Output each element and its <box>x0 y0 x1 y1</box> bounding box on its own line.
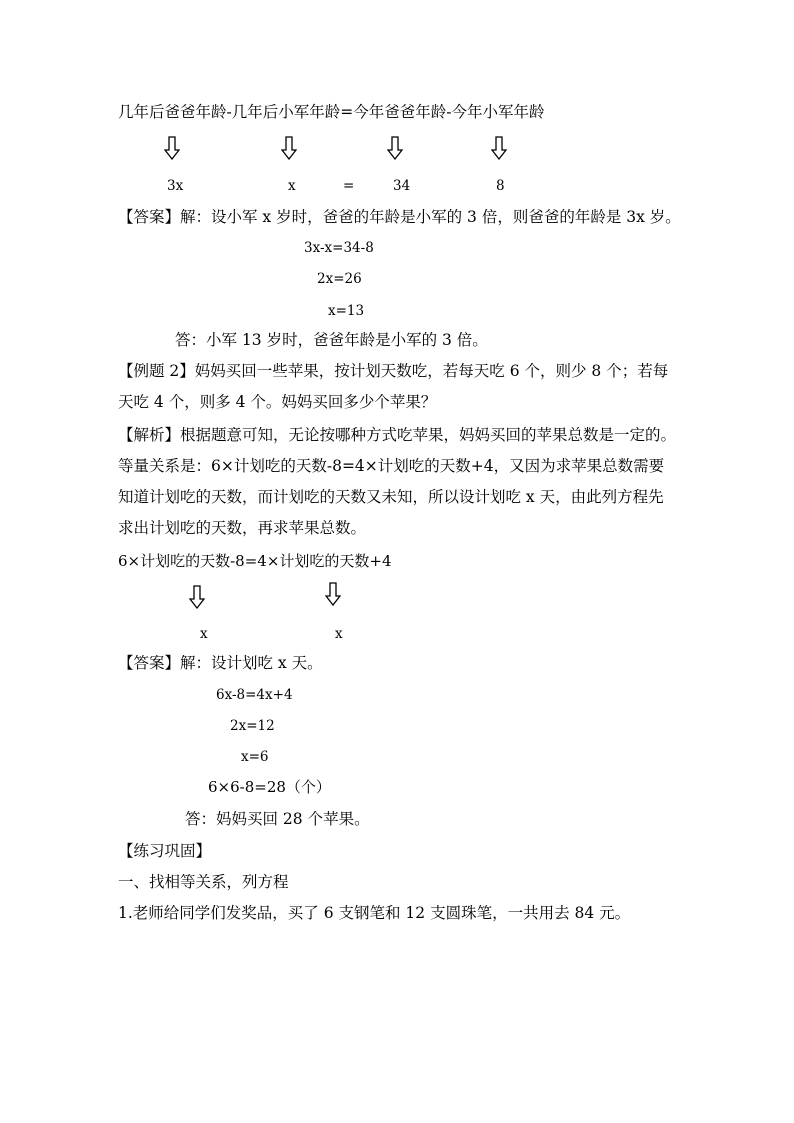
equals-sign: = <box>343 178 355 194</box>
conclusion-2: 答：妈妈买回 28 个苹果。 <box>185 810 370 828</box>
answer-intro-2: 【答案】解：设计划吃 x 天。 <box>118 654 323 672</box>
equation-step: 6×6-8=28（个） <box>208 778 331 796</box>
analysis-text: 等量关系是：6×计划吃的天数-8=4×计划吃的天数+4，又因为求苹果总数需要 <box>118 457 665 475</box>
mapped-term: x <box>288 178 296 194</box>
down-arrow-icon <box>164 136 180 160</box>
equation-step: 2x=12 <box>230 718 275 734</box>
conclusion-1: 答：小军 13 岁时，爸爸年龄是小军的 3 倍。 <box>175 331 488 349</box>
equation-step: 6x-8=4x+4 <box>216 687 293 703</box>
down-arrow-icon <box>189 585 205 609</box>
mapped-term: 8 <box>496 178 505 194</box>
mapped-term: 34 <box>393 178 411 194</box>
equation-step: 2x=26 <box>317 271 362 287</box>
relation-line-2: 6×计划吃的天数-8=4×计划吃的天数+4 <box>118 552 392 570</box>
down-arrow-icon <box>491 136 507 160</box>
example2-problem: 【例题 2】妈妈买回一些苹果，按计划天数吃，若每天吃 6 个，则少 8 个；若每 <box>118 362 669 380</box>
equation-step: x=13 <box>328 303 365 319</box>
equation-step: x=6 <box>241 749 269 765</box>
analysis-text: 求出计划吃的天数，再求苹果总数。 <box>118 519 367 537</box>
down-arrow-icon <box>281 136 297 160</box>
answer-intro-1: 【答案】解：设小军 x 岁时，爸爸的年龄是小军的 3 倍，则爸爸的年龄是 3x 岁。 <box>118 208 681 226</box>
practice-question-1: 1.老师给同学们发奖品，买了 6 支钢笔和 12 支圆珠笔，一共用去 84 元。 <box>118 904 631 922</box>
mapped-term: x <box>200 626 208 642</box>
down-arrow-icon <box>387 136 403 160</box>
mapped-term: 3x <box>167 178 184 194</box>
relation-line-1: 几年后爸爸年龄-几年后小军年龄=今年爸爸年龄-今年小军年龄 <box>118 103 545 121</box>
down-arrow-icon <box>325 582 341 606</box>
practice-section-title: 一、找相等关系，列方程 <box>118 873 289 891</box>
equation-step: 3x-x=34-8 <box>304 240 374 256</box>
analysis-text: 知道计划吃的天数，而计划吃的天数又未知，所以设计划吃 x 天，由此列方程先 <box>118 488 664 506</box>
analysis-text: 【解析】根据题意可知，无论按哪种方式吃苹果，妈妈买回的苹果总数是一定的。 <box>118 426 677 444</box>
example2-problem: 天吃 4 个，则多 4 个。妈妈买回多少个苹果？ <box>118 393 437 411</box>
practice-heading: 【练习巩固】 <box>118 842 212 860</box>
mapped-term: x <box>335 626 343 642</box>
